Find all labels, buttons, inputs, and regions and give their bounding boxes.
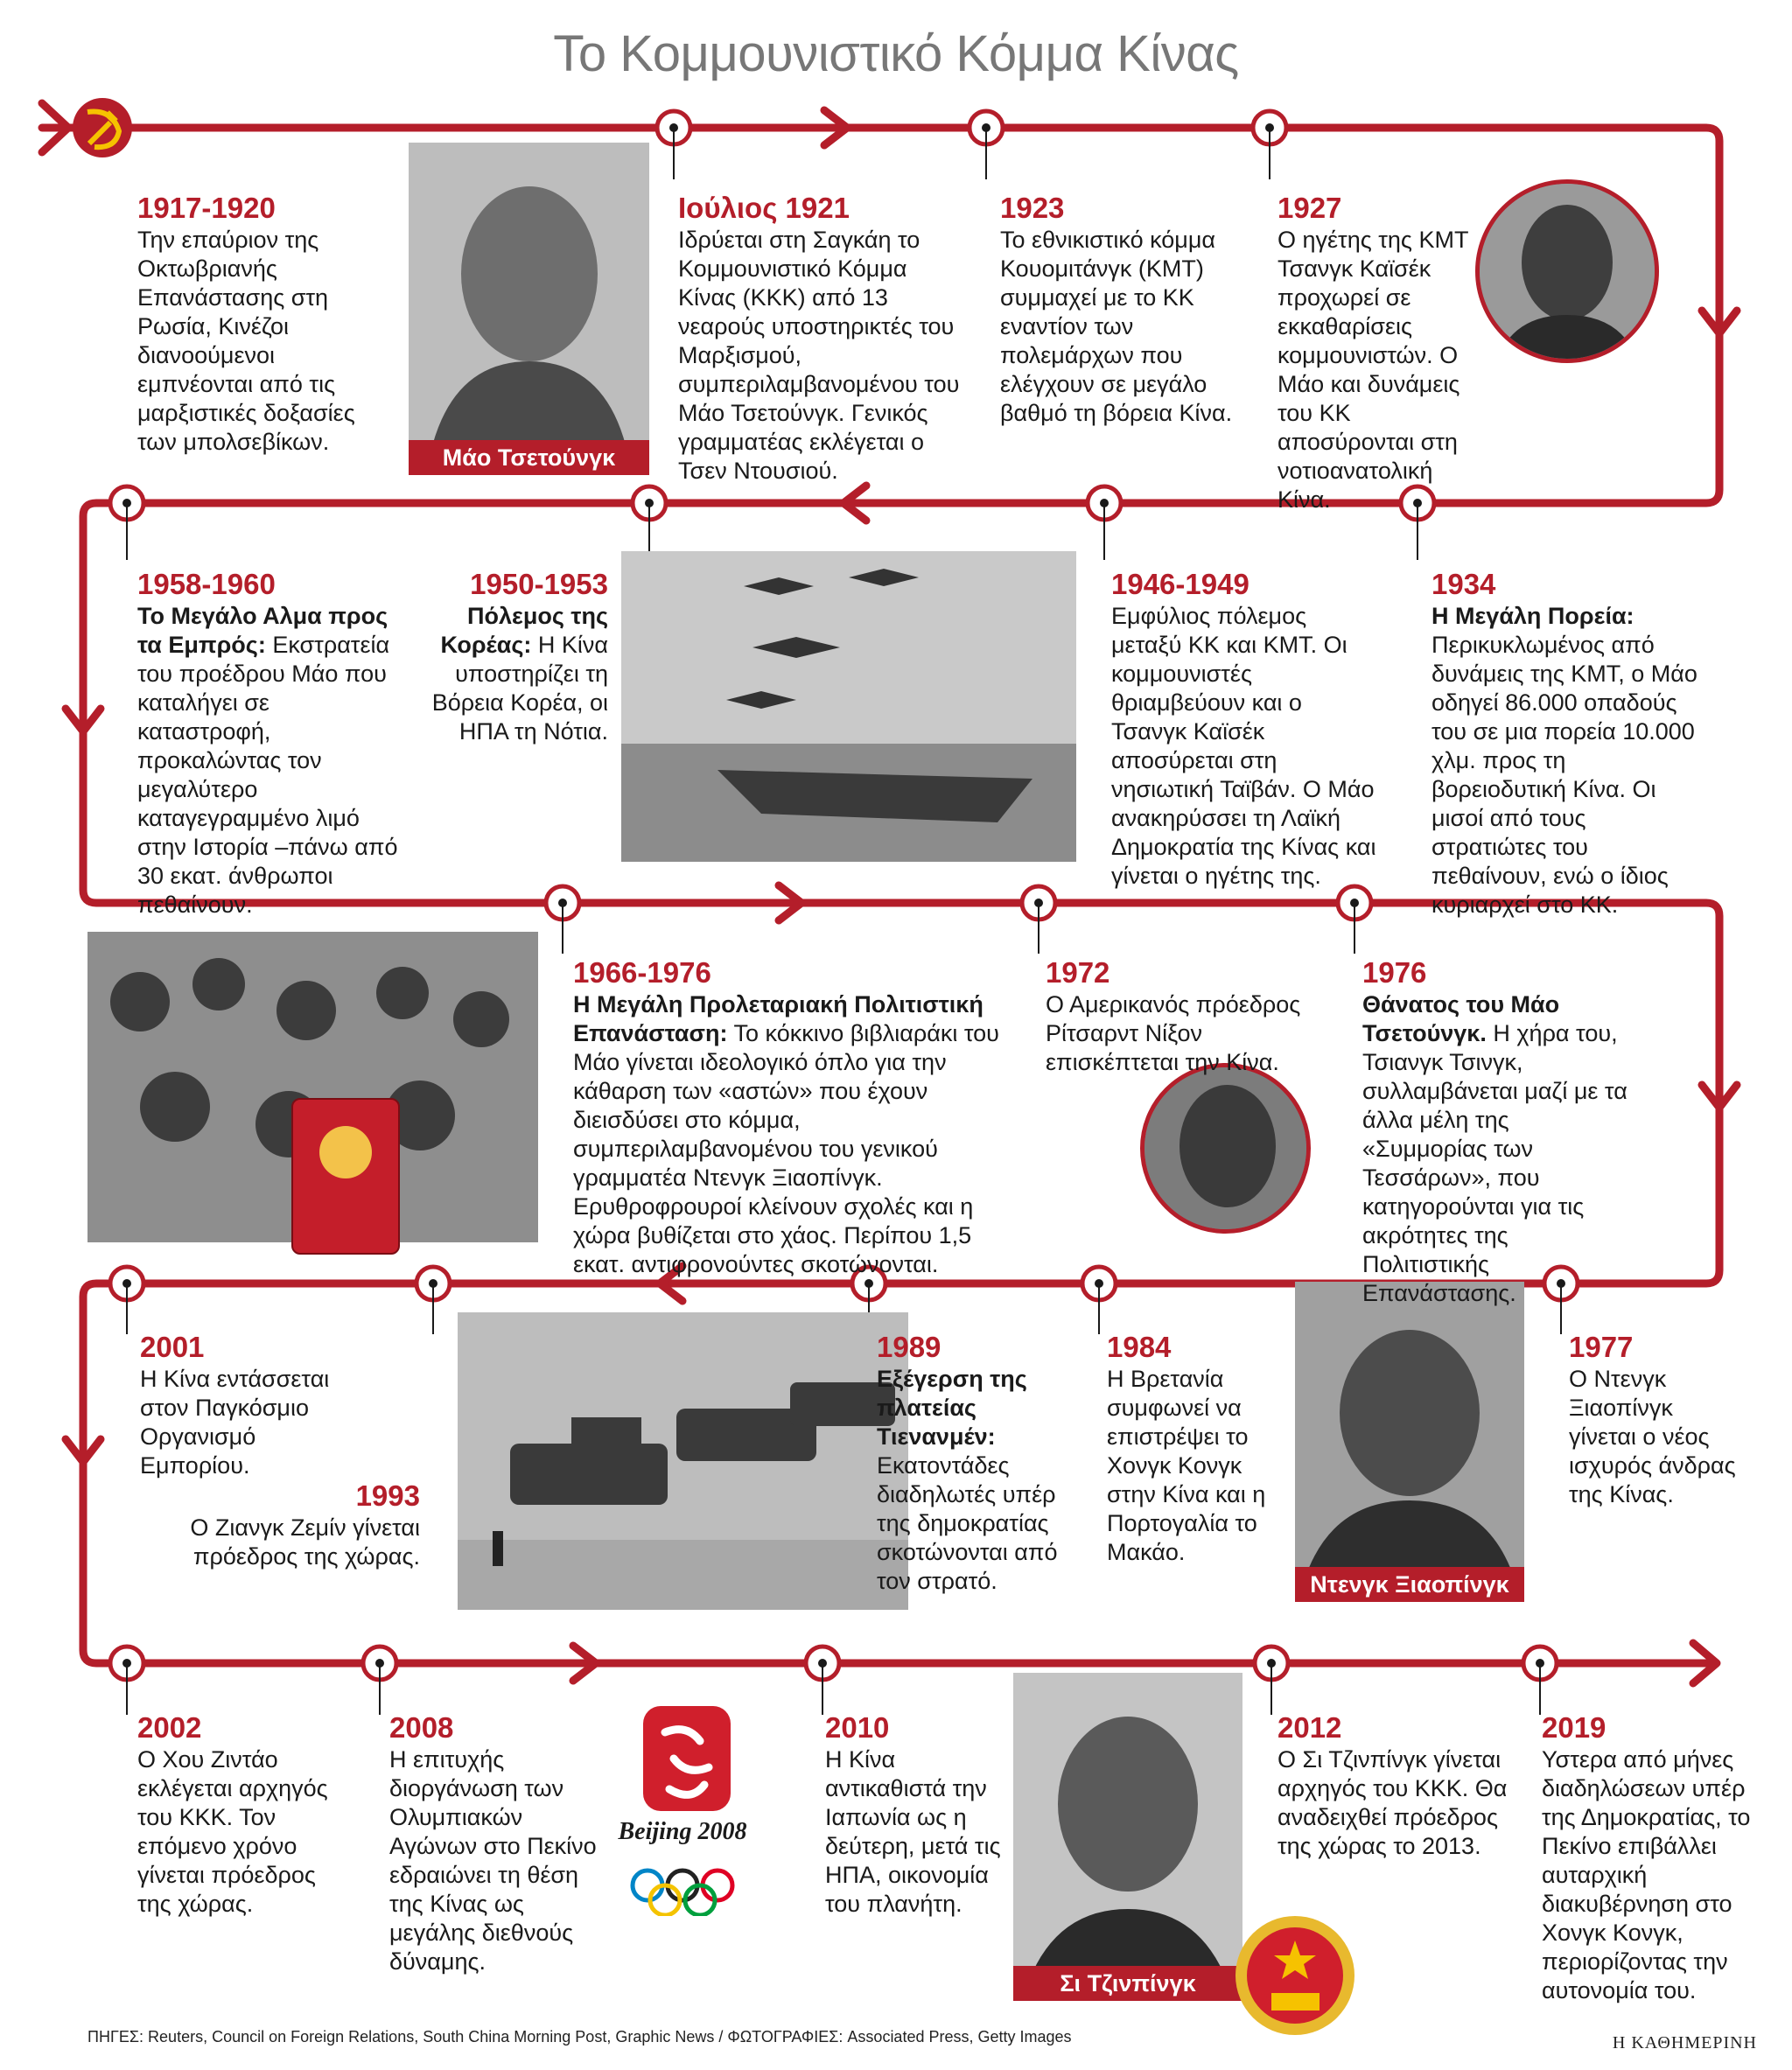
event-1923 — [1000, 191, 1254, 428]
event-text: Ιδρύεται στη Σαγκάη το Κομμουνιστικό Κόμμα Κίνας (ΚΚΚ) από 13 νεαρούς υποστηρικτές του Μαρξισμού, συμπεριλαμβανομένου του Μάο Τσετούνγκ. Γενικός γραμματέας εκλέγεται ο Τσεν Ντουσιού. — [678, 227, 960, 484]
event-1984 — [1107, 1330, 1291, 1567]
event-year: 1946-1949 — [1111, 568, 1250, 600]
event-text: Εκατοντάδες διαδηλωτές υπέρ της δημοκρατίας σκοτώνονται από τον στρατό. — [877, 1452, 1058, 1594]
event-text: Το εθνικιστικό κόμμα Κουομιτάνγκ (ΚΜΤ) συμμαχεί με το ΚΚ εναντίον των πολεμάρχων που ελέγχουν σε μεγάλο βαθμό τη βόρεια Κίνα. — [1000, 227, 1233, 426]
event-1976 — [1362, 955, 1634, 1308]
event-year: 1923 — [1000, 192, 1065, 224]
event-text: Η Βρετανία συμφωνεί να επιστρέψει το Χονγκ Κονγκ στην Κίνα και η Πορτογαλία το Μακάο. — [1107, 1366, 1266, 1565]
event-heading: Η Μεγάλη Προλεταριακή Πολιτιστική Επανάσταση: — [573, 991, 984, 1046]
event-1977 — [1569, 1330, 1744, 1509]
page-title: Το Κομμουνιστικό Κόμμα Κίνας — [553, 25, 1239, 82]
footer-brand: Η ΚΑΘΗΜΕΡΙΝΗ — [1612, 2033, 1757, 2053]
event-text: Η Κίνα εντάσσεται στον Παγκόσμιο Οργανισμό Εμπορίου. — [140, 1366, 330, 1479]
event-text: Περικυκλωμένος από δυνάμεις της ΚΜΤ, ο Μάο οδηγεί 86.000 οπαδούς του σε μια πορεία 10.000 χλμ. προς τη βορειοδυτική Κίνα. Οι μισοί από τους στρατιώτες του πεθαίνουν, ενώ ο ίδιος κυριαρχεί στο ΚΚ. — [1432, 632, 1698, 918]
event-text: Εκστρατεία του προέδρου Μάο που καταλήγει σε καταστροφή, προκαλώντας τον μεγαλύτερο καταγεγραμμένο λιμό στην Ιστορία –πάνω από 30 εκατ. άνθρωποι πεθαίνουν. — [137, 632, 398, 918]
event-2012 — [1278, 1710, 1527, 1861]
event-1950 — [411, 567, 608, 746]
event-year: 1972 — [1046, 956, 1110, 989]
event-text: Ο Αμερικανός πρόεδρος Ρίτσαρντ Νίξον επισκέπτεται την Κίνα. — [1046, 991, 1301, 1075]
little-red-book-icon — [291, 1098, 400, 1255]
event-heading: Εξέγερση της πλατείας Τιενανμέν: — [877, 1366, 1027, 1450]
beijing-2008-text: Beijing 2008 — [618, 1818, 747, 1845]
event-year: 1917-1920 — [137, 192, 276, 224]
event-year: 1977 — [1569, 1331, 1634, 1363]
event-year: 1989 — [877, 1331, 942, 1363]
event-heading: Η Μεγάλη Πορεία: — [1432, 603, 1634, 629]
beijing-2008-logo — [604, 1706, 761, 1916]
event-year: 1976 — [1362, 956, 1427, 989]
event-1934 — [1432, 567, 1703, 920]
event-2001 — [140, 1330, 359, 1480]
event-1946 — [1111, 567, 1382, 891]
event-year: 2019 — [1542, 1711, 1606, 1744]
event-1989 — [877, 1330, 1060, 1596]
footer-sources: ΠΗΓΕΣ: Reuters, Council on Foreign Relations, South China Morning Post, Graphic News / ΦΩΤΟΓΡΑΦΙΕΣ: Associated Press, Getty Images — [88, 2028, 1072, 2046]
tiananmen-photo — [458, 1312, 908, 1610]
event-year: 1958-1960 — [137, 568, 276, 600]
event-text: Η Κίνα αντικαθιστά την Ιαπωνία ως η δεύτερη, μετά τις ΗΠΑ, οικονομία του πλανήτη. — [825, 1746, 1001, 1917]
xi-jinping-photo — [1013, 1673, 1242, 2001]
event-year: 2010 — [825, 1711, 890, 1744]
china-national-emblem — [1232, 1910, 1359, 2050]
event-text: Η επιτυχής διοργάνωση των Ολυμπιακών Αγώνων στο Πεκίνο εδραιώνει τη θέση της Κίνας ως μεγάλης διεθνούς δύναμης. — [389, 1746, 597, 1975]
event-1917 — [137, 191, 391, 457]
event-2010 — [825, 1710, 1009, 1919]
event-year: 2008 — [389, 1711, 454, 1744]
event-text: Υστερα από μήνες διαδηλώσεων υπέρ της Δημοκρατίας, το Πεκίνο επιβάλλει αυταρχική διακυβέρνηση στο Χονγκ Κονγκ, περιορίζοντας την αυτονομία του. — [1542, 1746, 1751, 2004]
event-text: Ο Ζιανγκ Ζεμίν γίνεται πρόεδρος της χώρας. — [190, 1514, 420, 1570]
event-heading: Θάνατος του Μάο Τσετούνγκ. — [1362, 991, 1560, 1046]
event-year: 2002 — [137, 1711, 202, 1744]
nixon-photo — [1140, 1063, 1311, 1234]
deng-caption: Ντενγκ Ξιαοπίνγκ — [1295, 1567, 1524, 1602]
xi-caption: Σι Τζινπίνγκ — [1013, 1966, 1242, 2001]
event-1927 — [1278, 191, 1488, 514]
deng-xiaoping-photo — [1295, 1282, 1524, 1582]
event-year: 1993 — [355, 1479, 420, 1512]
event-1993 — [131, 1479, 420, 1571]
event-text: Η χήρα του, Τσιανγκ Τσινγκ, συλλαμβάνεται μαζί με τα άλλα μέλη της «Συμμορίας των Τεσσάρων», που κατηγορούνται για τις ακρότητες της Πολιτιστικής Επανάστασης. — [1362, 1020, 1628, 1306]
event-text: Την επαύριον της Οκτωβριανής Επανάστασης στη Ρωσία, Κινέζοι διανοούμενοι εμπνέονται από τις μαρξιστικές δοξασίες των μπολσεβίκων. — [137, 227, 355, 455]
event-text: Ο Ντενγκ Ξιαοπίνγκ γίνεται ο νέος ισχυρός άνδρας της Κίνας. — [1569, 1366, 1736, 1507]
mao-caption: Μάο Τσετούνγκ — [409, 440, 649, 475]
event-2008 — [389, 1710, 608, 1976]
event-year: 1950-1953 — [470, 568, 608, 600]
event-year: 2012 — [1278, 1711, 1342, 1744]
event-1972 — [1046, 955, 1334, 1077]
chiang-kai-shek-photo — [1475, 179, 1659, 363]
event-year: 1966-1976 — [573, 956, 711, 989]
event-heading: Πόλεμος της Κορέας: — [440, 603, 608, 658]
event-text: Το κόκκινο βιβλιαράκι του Μάο γίνεται ιδεολογικό όπλο για την κάθαρση των «αστών» που έχουν διεισδύσει στο κόμμα, συμπεριλαμβανομένου του γενικού γραμματέα Ντενγκ Ξιαοπίνγκ. Ερυθροφρουροί κλείνουν σχολές και η χώρα βυθίζεται στο χάος. Περίπου 1,5 εκατ. αντιφρονούντες σκοτώνονται. — [573, 1020, 999, 1277]
event-year: 1927 — [1278, 192, 1342, 224]
korean-war-photo — [621, 551, 1076, 862]
mao-photo — [409, 143, 649, 475]
event-2002 — [137, 1710, 356, 1919]
event-text: Ο Σι Τζινπίνγκ γίνεται αρχηγός του ΚΚΚ. Θα αναδειχθεί πρόεδρος της χώρας το 2013. — [1278, 1746, 1508, 1859]
event-year: 2001 — [140, 1331, 205, 1363]
event-text: Ο Χου Ζιντάο εκλέγεται αρχηγός του ΚΚΚ. Τον επόμενο χρόνο γίνεται πρόεδρος της χώρας. — [137, 1746, 328, 1917]
event-2019 — [1542, 1710, 1752, 2005]
event-text: Εμφύλιος πόλεμος μεταξύ ΚΚ και ΚΜΤ. Οι κομμουνιστές θριαμβεύουν και ο Τσανγκ Καϊσέκ αποσύρεται στη νησιωτική Ταϊβάν. Ο Μάο ανακηρύσσει τη Λαϊκή Δημοκρατία της Κίνας και γίνεται ο ηγέτης της. — [1111, 603, 1376, 889]
event-1958 — [137, 567, 400, 920]
event-text: Η Κίνα υποστηρίζει τη Βόρεια Κορέα, οι ΗΠΑ τη Νότια. — [431, 632, 608, 745]
hammer-and-sickle-icon — [73, 98, 132, 157]
event-year: 1984 — [1107, 1331, 1172, 1363]
event-year: 1934 — [1432, 568, 1496, 600]
event-1966 — [573, 955, 1028, 1279]
event-year: Ιούλιος 1921 — [678, 192, 850, 224]
event-heading: Το Μεγάλο Αλμα προς τα Εμπρός: — [137, 603, 388, 658]
event-1921 — [678, 191, 967, 486]
event-text: Ο ηγέτης της ΚΜΤ Τσανγκ Καϊσέκ προχωρεί σε εκκαθαρίσεις κομμουνιστών. Ο Μάο και δυνάμεις του ΚΚ αποσύρονται στη νοτιοανατολική Κίνα. — [1278, 227, 1468, 513]
